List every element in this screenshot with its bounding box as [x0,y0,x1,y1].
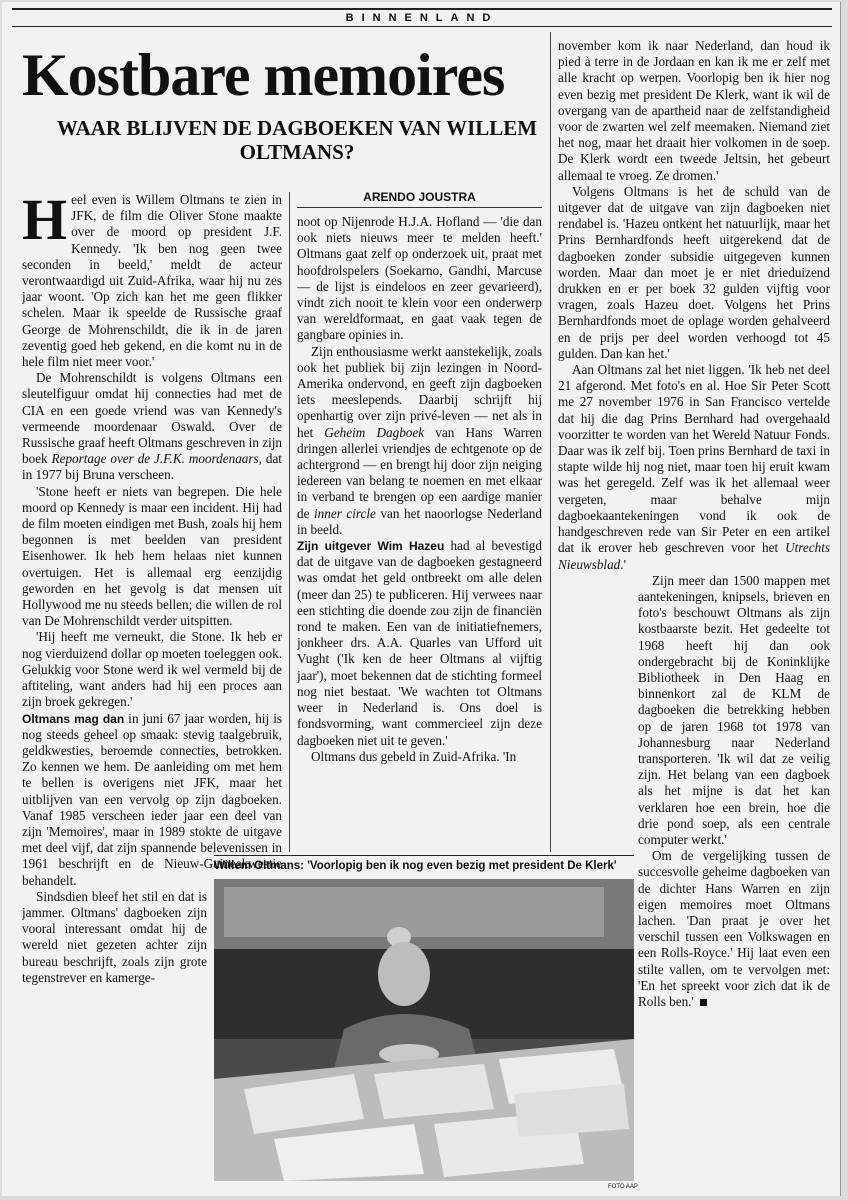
paragraph-text: Zijn enthousiasme werkt aanstekelijk, zoals ook het publiek bij zijn lezingen in Noord-Amerika ondervond, en geeft zijn dagboeken iets meeslepends. Daarbij schrijft hij openhartig over zijn privé-leven — net als in het [297,343,542,440]
byline: ARENDO JOUSTRA [297,190,542,208]
paragraph-text: De Mohrenschildt is volgens Oltmans een sleutelfiguur omdat hij connecties had met de CIA en een goede vriend was van Kennedy's vermeende moordenaar Oswald. Over de Russische graaf heeft Oltmans geschreven in zijn boek [22,370,282,467]
paragraph-text: Om de vergelijking tussen de succesvolle geheime dagboeken van de dichter Hans Warren en zijn eigen memoires moet Oltmans lachen. 'Dan praat je over het verschil tussen een Volkswagen en een Rolls-Royce.' Hij laat even een stilte vallen, om te vervolgen met: 'En het spreekt voor zich dat ik de Rolls ben.' [638,848,830,1009]
paragraph: noot op Nijenrode H.J.A. Hofland — 'die dan ook niets nieuws meer te melden heeft.' Oltmans gaat zelf op onderzoek uit, praat met hoofdrolspelers (Soekarno, Gandhi, Marcuse — de lijst is eindeloos en zeer gevarieerd), vindt zich nooit te klein voor een onderwerp van wereldformaat, en gaat vaak tegen de gangbare opinies in. [297,214,542,343]
column-rule [550,32,551,852]
paragraph [297,344,542,538]
paragraph: Sindsdien bleef het stil en dat is jammer. Oltmans' dagboeken zijn vooral interessant omdat hij de wereld niet gezeten achter zijn bureau beschrijft, zoals zijn grote tegenstrever en kamerge- [22,888,207,985]
term: inner circle [314,505,376,521]
paragraph-text: eel even is Willem Oltmans te zien in JFK, de film die Oliver Stone maakte over de moord op president J.F. Kennedy. 'Ik ben nog geen twee seconden in beeld,' meldt de acteur verontwaardigd uit Zuid-Afrika, waar hij nu zes jaar woont. 'Op zich kan het me geen flikker schelen. Maar ik speelde de Russische graaf George de Mohrenschildt, die ik in de jaren zeventig goed heb gekend, en die komt nu in de hele film niet meer voor.' [22,192,282,370]
headline: Kostbare memoires [22,42,505,108]
paragraph [22,192,282,370]
paragraph-text: had al bevestigd dat de uitgave van de dagboeken gestagneerd was omdat het geld ontbreekt om alle delen (meer dan 25) te publiceren. Hij verwees naar een stichting die doende zou zijn de financiën rond te maken. Een van de initiatiefnemers, jonkheer drs. A.A. Quarles van Ufford uit Vught ('Ik ken de heer Oltmans al vijftig jaar'), moet bekennen dat de stichting formeel nog niet bestaat. 'We wachten tot Oltmans weer in Nederland is. Ons doel is fondsvorming, want commercieel zijn deze dagboeken niet uit te geven.' [297,538,542,748]
paragraph-text: van Hans Warren dringen allerlei vriendjes de echtgenote op de achtergrond — en brengt hij door zijn neiging iedereen van belang te noemen en met elkaar in verband te brengen op een aardige manier de [297,424,542,521]
paragraph-text: Zijn meer dan 1500 mappen met aantekeningen, knipsels, brieven en foto's beschouwt Oltmans als zijn kostbaarste bezit. Het gedeelte tot 1968 heeft hij dan ook ondergebracht bij de Koninklijke Bibliotheek in Den Haag en binnenkort zal de KLM de dagboeken die betrekking hebben op de jaren 1968 tot 1978 van Johannesburg naar Nederland transporteren. 'Ik wil dat ze veilig zijn. Het belang van een dagboek als het mijne is dat het kan verklaren hoe een brein, hoe die drie pond soep, als een centrale computer werkt.' [638,572,830,847]
drop-cap: H [22,192,68,252]
newspaper-title: Utrechts Nieuwsblad [558,540,830,572]
paragraph-text: in juni 67 jaar worden, hij is nog steeds geheel op smaak: stevig taalgebruik, geldkwesties, beroemde connecties, betrokken. Zo kennen we hem. De aanleiding om met hem te bellen is overigens niet JFK, maar het uitblijven van een vervolg op zijn dagboeken. Vanaf 1985 verscheen ieder jaar een deel van zijn 'Memoires', maar in 1989 stokte de uitgave met deel vijf, dat zijn spannende belevenissen in 1961 beschrijft en de Nieuw-Guineakwestie behandelt. [22,710,282,888]
photo-caption: Willem Oltmans: 'Voorlopig ben ik nog even bezig met president De Klerk' [214,855,634,872]
section-header: BINNENLAND [12,8,832,27]
article-column-2 [297,214,542,844]
paragraph: november kom ik naar Nederland, dan houd ik pied à terre in de Jordaan en kan ik me er zelf met alle kracht op werpen. Voorlopig ben ik hier nog even bezig met president De Klerk, want ik wil de overgang van de apartheid naar de zelfstandigheid voor de zwarten wel zelf meemaken. Niemand ziet het nog, maar het draait hier volkomen in de soep. De Klerk wordt een tweede Jeltsin, het gebeurt allemaal te vroeg. Ze dromen.' [558,38,830,183]
paragraph-lead: Zijn uitgever Wim Hazeu [297,539,445,554]
photo-credit: FOTO AAP [608,1184,638,1190]
paragraph-text: , dat in 1977 bij Bruna verscheen. [22,451,282,483]
paragraph-text: Aan Oltmans zal het niet liggen. 'Ik heb net deel 21 afgerond. Met foto's en al. Hoe Sir Peter Scott me 27 november 1976 in San Francisco vertelde dat hij die dag Prins Bernhard had overgehaald voorzitter te worden van het Wereld Natuur Fonds. Daar was ik zelf bij. Toen prins Bernhard de taxi in stapte wilde hij nog niet, maar toen hij eruit kwam was het geregeld. Zelf was ik het allemaal weer vergeten, maar behalve mijn dagboekaantekeningen vond ik ook de handgeschreven rede van Sir Peter en een artikel dat ik erover heb geschreven voor het [558,362,830,556]
paragraph: 'Stone heeft er niets van begrepen. Die hele moord op Kennedy is maar een incident. Hij had de film moeten eindigen met Bush, zoals hij hem begonnen is met beelden van president Eisenhower. Ik heb hem helaas niet kunnen overtuigen. Het is allemaal erg eenzijdig geworden en het gevolg is dat mensen uit Hollywood me nu steeds bellen; die willen de rol van De Mohrenschildt verder uitspitten. [22,483,282,629]
paragraph [297,538,542,749]
paragraph [22,370,282,483]
paragraph [638,848,830,1010]
paragraph: 'Hij heeft me verneukt, die Stone. Ik heb er nog vierduizend dollar op moeten toeleggen ook. Gelukkig voor Stone werd ik wel vermeld bij de aftiteling, want anders had hij een proces aan zijn broek gekregen.' [22,629,282,710]
book-title: Geheim Dagboek [324,424,425,440]
article-photo [214,879,634,1181]
book-title: Reportage over de J.F.K. moordenaars [51,451,259,467]
paragraph-text: .' [620,556,626,572]
paragraph [558,362,830,573]
paragraph-text: van het naoorlogse Nederland in beeld. [297,505,542,537]
newspaper-page [2,2,841,1196]
end-of-article-mark [700,999,707,1006]
paragraph [638,573,830,848]
subheadline: WAAR BLIJVEN DE DAGBOEKEN VAN WILLEM OLTMANS? [56,116,538,164]
photo-illustration [214,879,634,1181]
column-rule [289,192,290,852]
paragraph: Oltmans dus gebeld in Zuid-Afrika. 'In [311,748,517,764]
paragraph-lead: Oltmans mag dan [22,711,125,726]
paragraph: Volgens Oltmans is het de schuld van de uitgever dat de uitgave van zijn dagboeken niet rendabel is. 'Hazeu ontkent het natuurlijk, maar het Prins Bernhardfonds heeft uitgerekend dat de dagboeken zonder subsidie uitgegeven kunnen worden. Maar dan moet je er niet drieduizend drukken en er per boek 32 gulden vijftig voor vragen, zoals Hazeu doet. Volgens het Prins Bernhardfonds moet de oplage worden gehalveerd en de prijs per deel worden verhoogd tot 45 gulden. Dan kan het.' [558,183,830,361]
